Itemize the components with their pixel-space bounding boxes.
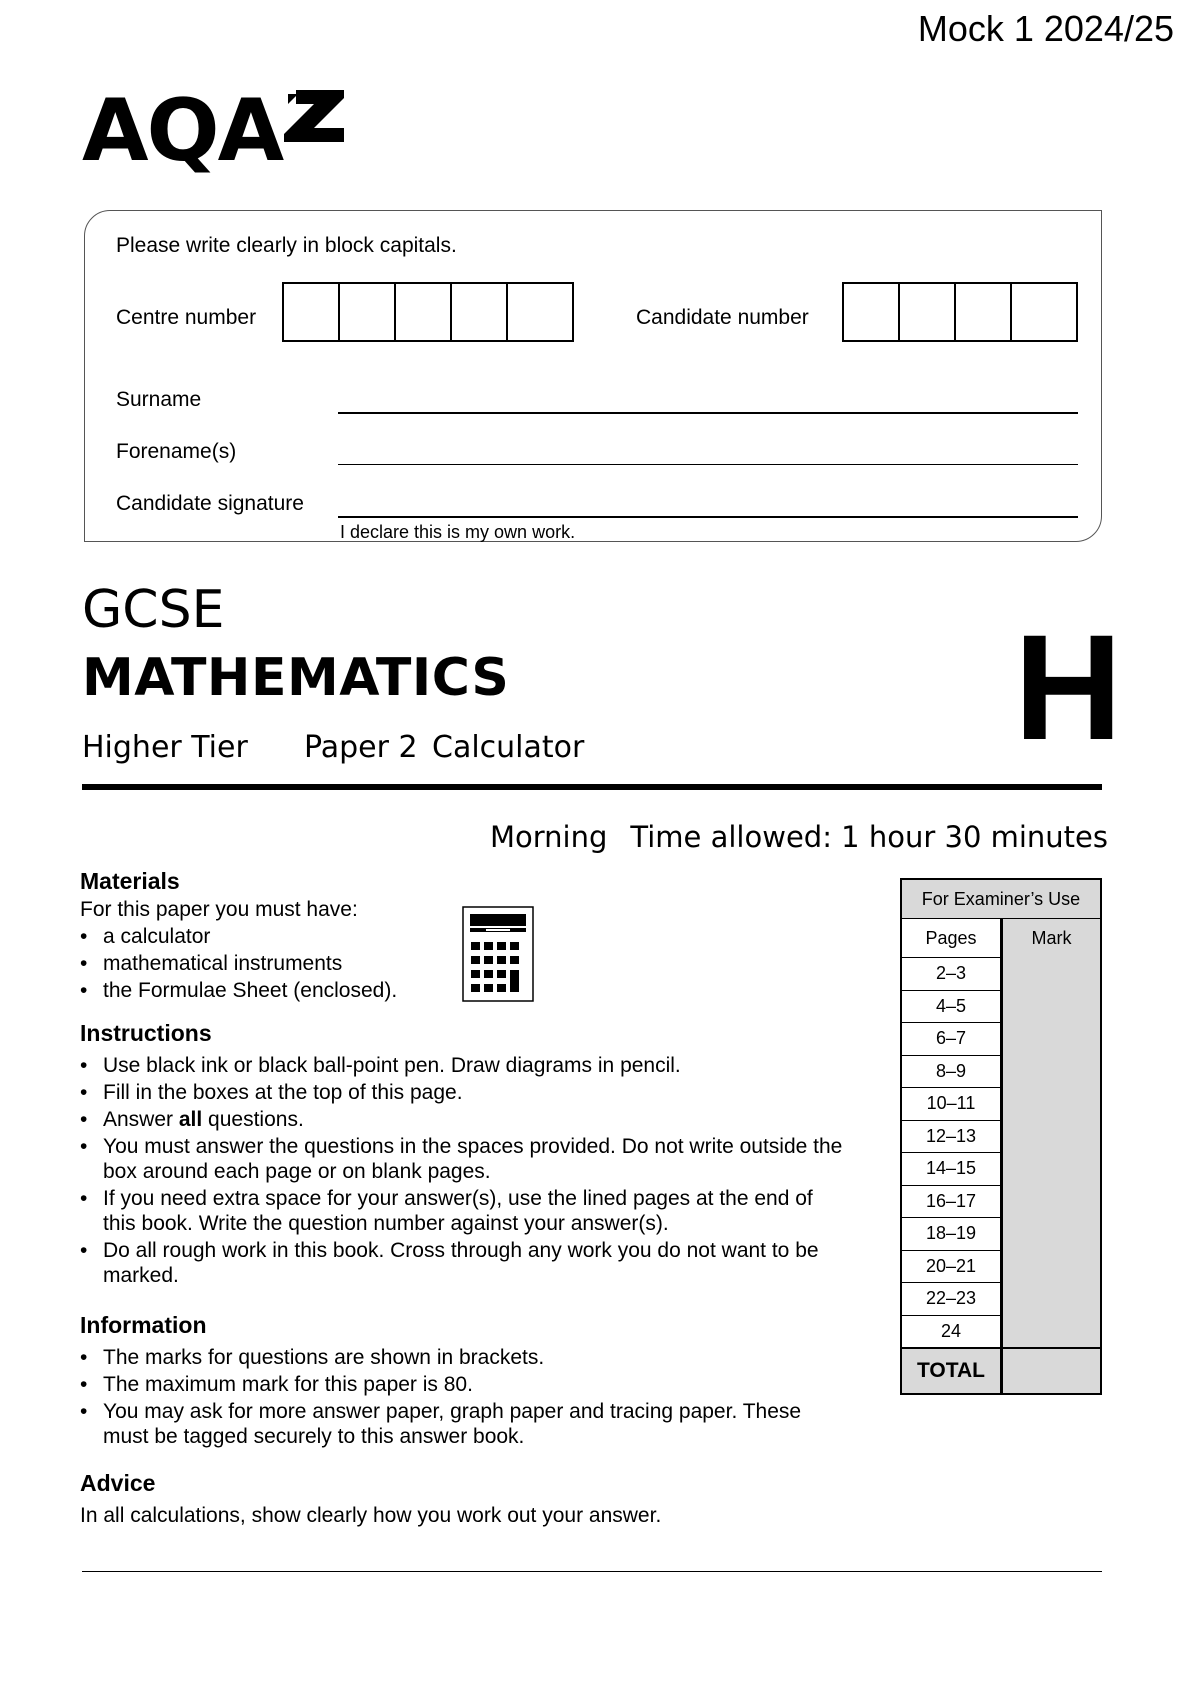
mark-cell — [1002, 1088, 1102, 1121]
mark-cell — [1002, 1218, 1102, 1251]
time-allowed: Time allowed: 1 hour 30 minutes — [630, 820, 1108, 854]
candidate-number-label: Candidate number — [636, 306, 809, 329]
table-row: 20–21 — [901, 1250, 1002, 1283]
instructions-heading: Instructions — [80, 1020, 212, 1046]
list-item: • a calculator — [80, 924, 500, 949]
qualification-title: GCSE — [82, 580, 225, 640]
table-row: 2–3 — [901, 958, 1002, 991]
footer-divider — [82, 1571, 1102, 1572]
list-item: • You may ask for more answer paper, graph paper and tracing paper. These must be tagged securely to this answer book. — [80, 1399, 850, 1449]
materials-heading: Materials — [80, 868, 180, 894]
table-row: 24 — [901, 1315, 1002, 1348]
centre-digit-box[interactable] — [284, 284, 340, 340]
mark-cell — [1002, 1120, 1102, 1153]
emphasis-all: all — [178, 1108, 203, 1131]
mock-label: Mock 1 2024/25 — [917, 8, 1174, 49]
tier-label: Higher Tier — [82, 730, 248, 765]
candidate-digit-box[interactable] — [1012, 284, 1072, 340]
aqa-logo — [82, 81, 283, 181]
information-heading: Information — [80, 1312, 207, 1338]
table-row: 12–13 — [901, 1120, 1002, 1153]
table-row: 8–9 — [901, 1055, 1002, 1088]
table-row: 10–11 — [901, 1088, 1002, 1121]
table-row: 4–5 — [901, 990, 1002, 1023]
forename-label: Forename(s) — [116, 440, 237, 463]
list-item: • Use black ink or black ball-point pen. Draw diagrams in pencil. — [80, 1053, 850, 1078]
aqa-logo-text: AQA — [82, 81, 283, 181]
candidate-number-boxes[interactable] — [842, 282, 1078, 342]
list-item: • mathematical instruments — [80, 951, 500, 976]
list-item: • The maximum mark for this paper is 80. — [80, 1372, 850, 1397]
candidate-digit-box[interactable] — [844, 284, 900, 340]
mark-cell — [1002, 1153, 1102, 1186]
total-label: TOTAL — [901, 1348, 1002, 1394]
materials-section — [80, 868, 500, 1005]
forename-line[interactable] — [338, 464, 1078, 465]
candidate-digit-box[interactable] — [900, 284, 956, 340]
list-item: • The marks for questions are shown in brackets. — [80, 1345, 850, 1370]
examiner-use-table — [900, 878, 1102, 1395]
list-item: • If you need extra space for your answer(s), use the lined pages at the end of this book. Write the question number against your answer(s). — [80, 1186, 850, 1236]
table-row: 22–23 — [901, 1283, 1002, 1316]
pages-column-header: Pages — [901, 919, 1002, 958]
instructions-section — [80, 1020, 850, 1290]
examiner-table-title: For Examiner’s Use — [901, 879, 1101, 919]
advice-section — [80, 1470, 850, 1528]
subject-title: MATHEMATICS — [82, 648, 510, 708]
table-row: 14–15 — [901, 1153, 1002, 1186]
mark-cell — [1002, 1185, 1102, 1218]
list-item: • Do all rough work in this book. Cross through any work you do not want to be marked. — [80, 1238, 850, 1288]
list-item: • Answer all questions. — [80, 1107, 850, 1132]
information-section — [80, 1312, 850, 1451]
centre-number-boxes[interactable] — [282, 282, 574, 342]
mark-cell — [1002, 1055, 1102, 1088]
table-row: 6–7 — [901, 1023, 1002, 1056]
paper-label: Paper 2 — [304, 730, 418, 765]
centre-digit-box[interactable] — [508, 284, 568, 340]
mark-column-header: Mark — [1002, 919, 1102, 958]
mark-cell — [1002, 1283, 1102, 1316]
mark-cell — [1002, 1250, 1102, 1283]
advice-text: In all calculations, show clearly how you work out your answer. — [80, 1504, 662, 1527]
aqa-logo-icon — [284, 86, 346, 144]
tier-letter: H — [1014, 603, 1123, 771]
mark-cell — [1002, 990, 1102, 1023]
title-divider — [82, 784, 1102, 790]
list-item: • Fill in the boxes at the top of this page. — [80, 1080, 850, 1105]
mark-cell — [1002, 958, 1102, 991]
signature-label: Candidate signature — [116, 492, 304, 515]
mark-cell — [1002, 1315, 1102, 1348]
materials-intro: For this paper you must have: — [80, 898, 358, 921]
centre-digit-box[interactable] — [452, 284, 508, 340]
centre-digit-box[interactable] — [340, 284, 396, 340]
session-time-of-day: Morning — [490, 820, 608, 854]
signature-line[interactable] — [338, 516, 1078, 518]
list-item: • You must answer the questions in the spaces provided. Do not write outside the box around each page or on blank pages. — [80, 1134, 850, 1184]
advice-heading: Advice — [80, 1470, 156, 1496]
table-row: 18–19 — [901, 1218, 1002, 1251]
table-row: 16–17 — [901, 1185, 1002, 1218]
total-mark-cell — [1002, 1348, 1102, 1394]
calculator-icon — [462, 906, 534, 1002]
centre-digit-box[interactable] — [396, 284, 452, 340]
surname-label: Surname — [116, 388, 202, 411]
surname-line[interactable] — [338, 412, 1078, 414]
declaration-text: I declare this is my own work. — [340, 522, 576, 542]
mark-cell — [1002, 1023, 1102, 1056]
candidate-digit-box[interactable] — [956, 284, 1012, 340]
block-capitals-instruction: Please write clearly in block capitals. — [116, 234, 457, 257]
centre-number-label: Centre number — [116, 306, 257, 329]
list-item: • the Formulae Sheet (enclosed). — [80, 978, 500, 1003]
calculator-label: Calculator — [432, 730, 585, 765]
